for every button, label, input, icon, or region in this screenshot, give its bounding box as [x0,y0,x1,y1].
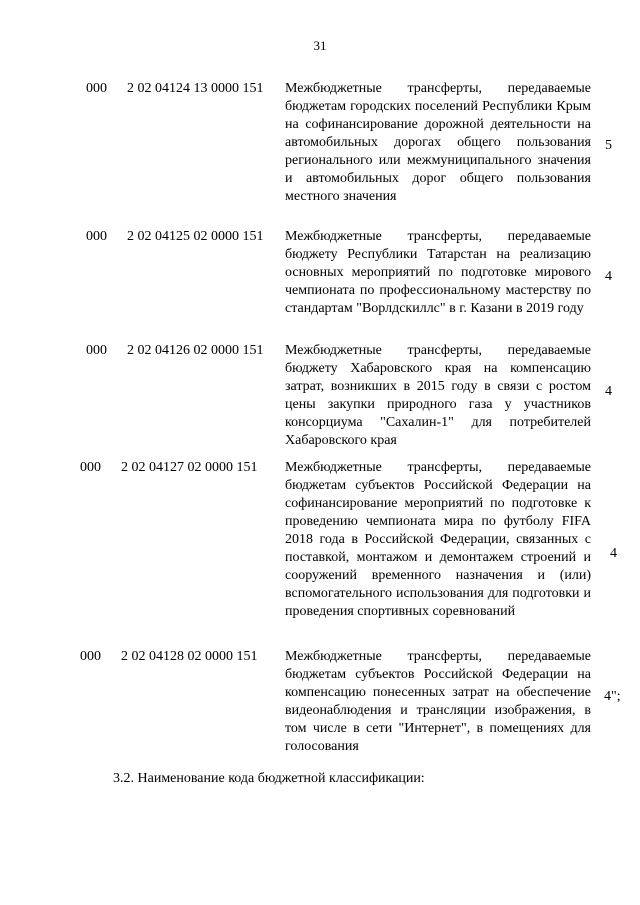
row-value: 4 [605,384,612,399]
row-value: 5 [605,138,612,153]
admin-code: 000 [80,649,101,664]
admin-code: 000 [80,460,101,475]
page-number: 31 [313,38,327,53]
row-value: 4 [610,546,617,561]
budget-classification-code: 2 02 04124 13 0000 151 [127,81,264,96]
admin-code: 000 [86,81,107,96]
row-value: 4"; [604,689,621,704]
admin-code: 000 [86,229,107,244]
budget-classification-code: 2 02 04125 02 0000 151 [127,229,264,244]
row-description: Межбюджетные трансферты, передаваемые бюджету Хабаровского края на компенсацию затрат, возникших в 2015 году в связи с ростом цены закупки природного газа у участников консорциума "Сахалин-1" для потребителей Хабаровского края [285,343,591,448]
row-description: Межбюджетные трансферты, передаваемые бюджетам субъектов Российской Федерации на компенсацию понесенных затрат на обеспечение видеонаблюдения и трансляции изображения, в том числе в сети "Интернет", в помещениях для голосования [285,649,591,754]
admin-code: 000 [86,343,107,358]
row-value: 4 [605,269,612,284]
section-heading: 3.2. Наименование кода бюджетной классификации: [113,771,425,786]
budget-classification-code: 2 02 04127 02 0000 151 [121,460,258,475]
budget-classification-code: 2 02 04126 02 0000 151 [127,343,264,358]
row-description: Межбюджетные трансферты, передаваемые бюджету Республики Татарстан на реализацию основных мероприятий по подготовке мирового чемпионата по профессиональному мастерству по стандартам "Ворлдскиллс" в г. Казани в 2019 году [285,229,591,316]
budget-classification-code: 2 02 04128 02 0000 151 [121,649,258,664]
row-description: Межбюджетные трансферты, передаваемые бюджетам городских поселений Республики Крым на софинансирование дорожной деятельности на автомобильных дорогах общего пользования регионального или межмуниципального значения и автомобильных дорог общего пользования местного значения [285,81,591,204]
row-description: Межбюджетные трансферты, передаваемые бюджетам субъектов Российской Федерации на софинансирование мероприятий по подготовке к проведению чемпионата мира по футболу FIFA 2018 года в Российской Федерации, связанных с поставкой, монтажом и демонтажем строений и сооружений временного назначения и (или) вспомогательного использования для подготовки и проведения спортивных соревнований [285,460,591,619]
